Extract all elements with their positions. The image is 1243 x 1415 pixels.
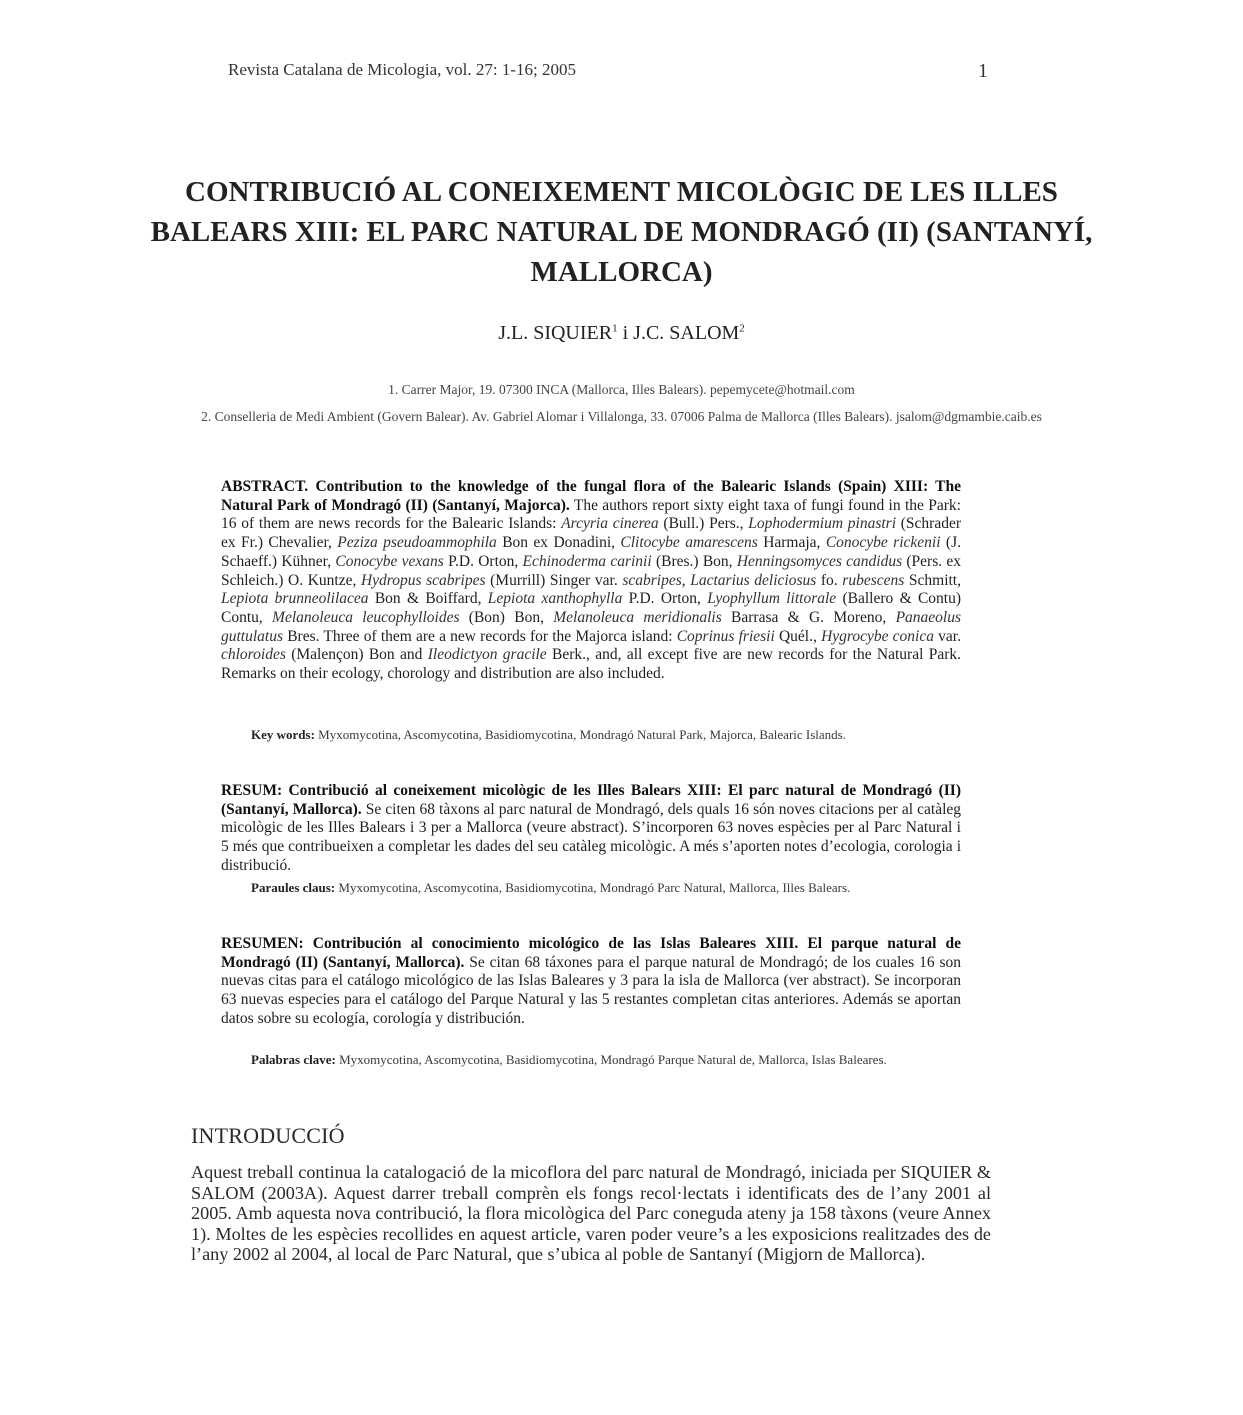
abstract-text: var. (933, 627, 961, 645)
resumen-heading: RESUMEN: Contribución al conocimiento micológico de las Islas Baleares XIII. El parque natural de Mondragó (II) (Santanyí, Mallorca). (221, 935, 961, 971)
species-name: Clitocybe amarescens (620, 534, 758, 552)
abstract-text: Barrasa & G. Moreno, (721, 608, 896, 626)
species-name: Lepiota brunneolilacea (221, 590, 369, 608)
species-name: rubescens (842, 571, 905, 589)
abstract-text: Schmitt, (904, 571, 961, 589)
resum-heading: RESUM: Contribució al coneixement micològic de les Illes Balears XIII: El parc natural de Mondragó (II) (Santanyí, Mallorca). (221, 782, 961, 818)
species-name: Peziza pseudoammophila (337, 534, 497, 552)
species-name: Conocybe vexans (335, 552, 444, 570)
abstract-text: (Bull.) Pers., (658, 515, 749, 533)
palabras-clave-text: Myxomycotina, Ascomycotina, Basidiomycotina, Mondragó Parque Natural de, Mallorca, Islas Baleares. (335, 1052, 887, 1067)
resumen-text: Se citan 68 táxones para el parque natural de Mondragó; de los cuales 16 son nuevas citas para el catálogo micológico de las Islas Baleares y 3 para la isla de Mallorca (ver abstract). Se incorporan 63 nuevas especies para el catálogo del Parque Natural y las 5 restantes completan citas anteriores. Además se aportan datos sobre su ecología, corología y distribución. (221, 953, 961, 1027)
species-name: Echinoderma carinii (522, 552, 652, 570)
species-name: Melanoleuca leucophylloides (272, 608, 460, 626)
species-name: Conocybe rickenii (825, 534, 941, 552)
affiliation-2: 2. Conselleria de Medi Ambient (Govern Balear). Av. Gabriel Alomar i Villalonga, 33. 07006 Palma de Mallorca (Illes Balears). jsalom@dgmambie.caib.es (201, 409, 1042, 424)
species-name: Coprinus friesii (676, 627, 775, 645)
abstract-text: (Ballero & Contu) Contu, (221, 590, 962, 626)
abstract-text: P.D. Orton, (622, 590, 708, 608)
species-name: Lophodermium pinastri (748, 515, 896, 533)
abstract-text: (Pers. ex Schleich.) O. Kuntze, (221, 552, 962, 589)
paper-title: CONTRIBUCIÓ AL CONEIXEMENT MICOLÒGIC DE LES ILLES BALEARS XIII: EL PARC NATURAL DE MONDRAGÓ (II) (SANTANYÍ, MALLORCA) (150, 176, 1093, 288)
palabras-clave-label: Palabras clave: (251, 1052, 336, 1067)
abstract-text: (Schrader ex Fr.) Chevalier, (221, 515, 961, 552)
resumen-paragraph (221, 935, 961, 1029)
abstract-text: , (681, 571, 691, 589)
species-name: Lactarius deliciosus (690, 571, 817, 589)
journal-citation: Revista Catalana de Micologia, vol. 27: 1-16; 2005 (228, 60, 576, 79)
page-number: 1 (978, 60, 988, 82)
species-name: Ileodictyon gracile (427, 646, 547, 664)
abstract-text: The authors report sixty eight taxa of fungi found in the Park: 16 of them are news records for the Balearic Islands: (221, 496, 961, 533)
species-name: Hydropus scabripes (360, 571, 486, 589)
abstract-text: Bres. Three of them are a new records for the Majorca island: (283, 627, 677, 645)
species-name: Lepiota xanthophylla (487, 590, 623, 608)
abstract-text: (Murrill) Singer var. (485, 571, 623, 589)
author-line (150, 322, 1093, 345)
species-name: Melanoleuca meridionalis (553, 608, 722, 626)
author-siquier: J.L. SIQUIER (498, 322, 613, 344)
author-salom: J.C. SALOM (633, 322, 740, 344)
paraules-claus-text: Myxomycotina, Ascomycotina, Basidiomycotina, Mondragó Parc Natural, Mallorca, Illes Balears. (335, 880, 851, 895)
species-name: Panaeolus guttulatus (221, 608, 961, 645)
abstract-text: (Bres.) Bon, (651, 552, 737, 570)
section-heading-introduccio: INTRODUCCIÓ (191, 1123, 345, 1148)
abstract-text: Harmaja, (757, 534, 826, 552)
affiliation-1: 1. Carrer Major, 19. 07300 INCA (Mallorca, Illes Balears). pepemycete@hotmail.com (388, 382, 855, 397)
author-joiner: i (617, 322, 634, 344)
paraules-claus-label: Paraules claus: (251, 880, 336, 895)
abstract-text: Quél., (774, 627, 822, 645)
abstract-text: P.D. Orton, (443, 552, 523, 570)
species-name: chloroides (221, 646, 286, 664)
abstract-heading: ABSTRACT. Contribution to the knowledge of the fungal flora of the Balearic Islands (Spain) XIII: The Natural Park of Mondragó (II) (Santanyí, Majorca). (221, 478, 961, 514)
abstract-text: Berk., and, all except five are new records for the Natural Park. Remarks on their ecology, chorology and distribution are also included. (221, 646, 961, 683)
species-name: Arcyria cinerea (561, 515, 659, 533)
palabras-clave-line (251, 1050, 961, 1069)
abstract-text: (Malençon) Bon and (285, 646, 428, 664)
author-salom-affil-mark: 2 (739, 322, 745, 335)
species-name: Lyophyllum littorale (707, 590, 837, 608)
keywords-line (251, 725, 961, 744)
resum-text: Se citen 68 tàxons al parc natural de Mondragó, dels quals 16 són noves citacions per al catàleg micològic de les Illes Balears i 3 per a Mallorca (veure abstract). S’incorporen 63 noves espècies per al Parc Natural i 5 més que contribueixen a completar les dades del seu catàleg micològic. A més s’aporten notes d’ecologia, corologia i distribució. (221, 800, 962, 874)
species-name: scabripes (622, 571, 682, 589)
abstract-paragraph (221, 478, 961, 684)
abstract-text: (J. Schaeff.) Kühner, (221, 534, 961, 570)
keywords-label: Key words: (251, 727, 315, 742)
abstract-text: fo. (816, 571, 843, 589)
species-name: Hygrocybe conica (821, 627, 934, 645)
introduction-paragraph: Aquest treball continua la catalogació de la micoflora del parc natural de Mondragó, iniciada per SIQUIER & SALOM (2003A). Aquest darrer treball comprèn els fongs recol·lectats i identificats des de l’any 2001 al 2005. Amb aquesta nova contribució, la flora micològica del Parc coneguda ateny ja 158 tàxons (veure Annex 1). Moltes de les espècies recollides en aquest article, varen poder veure’s a les exposicions realitzades des de l’any 2002 al 2004, al local de Parc Natural, que s’ubica al poble de Santanyí (Migjorn de Mallorca). (191, 1162, 991, 1265)
abstract-text: (Bon) Bon, (459, 608, 554, 626)
author-siquier-affil-mark: 1 (612, 322, 618, 335)
keywords-text: Myxomycotina, Ascomycotina, Basidiomycotina, Mondragó Natural Park, Majorca, Balearic Islands. (314, 727, 846, 742)
running-header (228, 60, 988, 82)
species-name: Henningsomyces candidus (736, 552, 903, 570)
abstract-text: Bon ex Donadini, (496, 534, 621, 552)
abstract-text: Bon & Boiffard, (368, 590, 488, 608)
resum-paragraph (221, 782, 961, 876)
paraules-claus-line (251, 878, 961, 897)
